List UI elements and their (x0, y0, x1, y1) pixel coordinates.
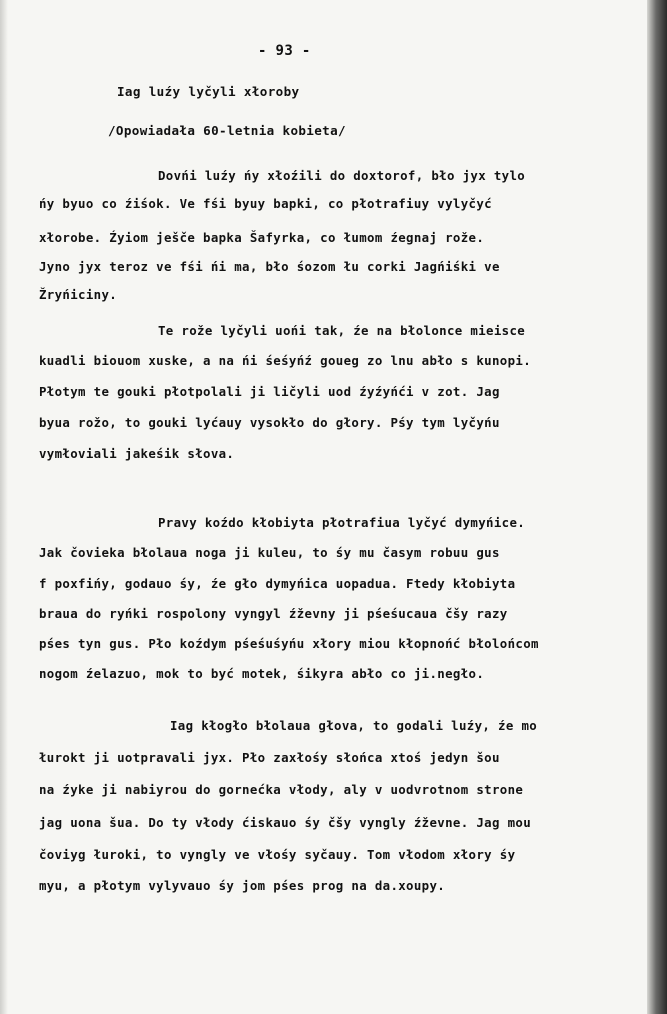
text-line: čoviyg łuroki, to vyngly ve vłośy syčauy. Tom vłodom xłory śy (39, 847, 516, 862)
text-line: Jyno jyx teroz ve fśi ńi ma, bło śozom łu corki Jagńiśki ve (39, 259, 500, 274)
text-line: vymłoviali jakeśik słova. (39, 446, 235, 461)
text-line: Te rože lyčyli uońi tak, źe na błolonce mieisce (158, 323, 526, 338)
text-line: ńy byuo co źiśok. Ve fśi byuy bapki, co płotrafiuy vylyčyć (39, 196, 492, 211)
text-line: Iag kłogło błolaua głova, to godali luźy, źe mo (170, 718, 538, 733)
document-subtitle: /Opowiadała 60-letnia kobieta/ (108, 123, 346, 138)
text-line: Pravy koźdo kłobiyta płotrafiua lyčyć dymyńice. (158, 515, 526, 530)
text-line: byua rožo, to gouki lyćauy vysokło do głory. Pśy tym lyčyńu (39, 415, 500, 430)
text-line: nogom źelazuo, mok to być motek, śikyra abło co ji.negło. (39, 666, 485, 681)
text-line: Płotym te gouki płotpolali ji ličyli uod źyźyńći v zot. Jag (39, 384, 500, 399)
text-line: xłorobe. Źyiom ješče bapka Šafyrka, co łumom źegnaj rože. (39, 230, 485, 245)
page-left-edge (0, 0, 8, 1014)
text-line: łurokt ji uotpravali jyx. Pło zaxłośy słońca xtoś jedyn šou (39, 750, 500, 765)
text-line: myu, a płotym vylyvauo śy jom pśes prog na da.xoupy. (39, 878, 446, 893)
text-line: Jak čovieka błolaua noga ji kuleu, to śy mu časym robuu gus (39, 545, 500, 560)
text-line: pśes tyn gus. Pło koźdym pśeśuśyńu xłory miou kłopnońć błolońcom (39, 636, 539, 651)
text-line: braua do ryńki rospolony vyngyl źževny ji pśeśucaua čšy razy (39, 606, 508, 621)
text-line: Žryńiciny. (39, 287, 118, 302)
page-number: - 93 - (258, 43, 311, 59)
text-line: f poxfińy, godauo śy, źe gło dymyńica uopadua. Ftedy kłobiyta (39, 576, 516, 591)
text-line: Dovńi luźy ńy xłoźili do doxtorof, bło jyx tylo (158, 168, 526, 183)
text-line: kuadli biouom xuske, a na ńi śeśyńź goueg zo lnu abło s kunopi. (39, 353, 532, 368)
page-binding-shadow (647, 0, 667, 1014)
text-line: na źyke ji nabiyrou do gornećka vłody, aly v uodvrotnom strone (39, 782, 524, 797)
text-line: jag uona šua. Do ty vłody ćiskauo śy čšy vyngly źževne. Jag mou (39, 815, 532, 830)
document-title: Iag luźy lyčyli xłoroby (117, 84, 300, 99)
